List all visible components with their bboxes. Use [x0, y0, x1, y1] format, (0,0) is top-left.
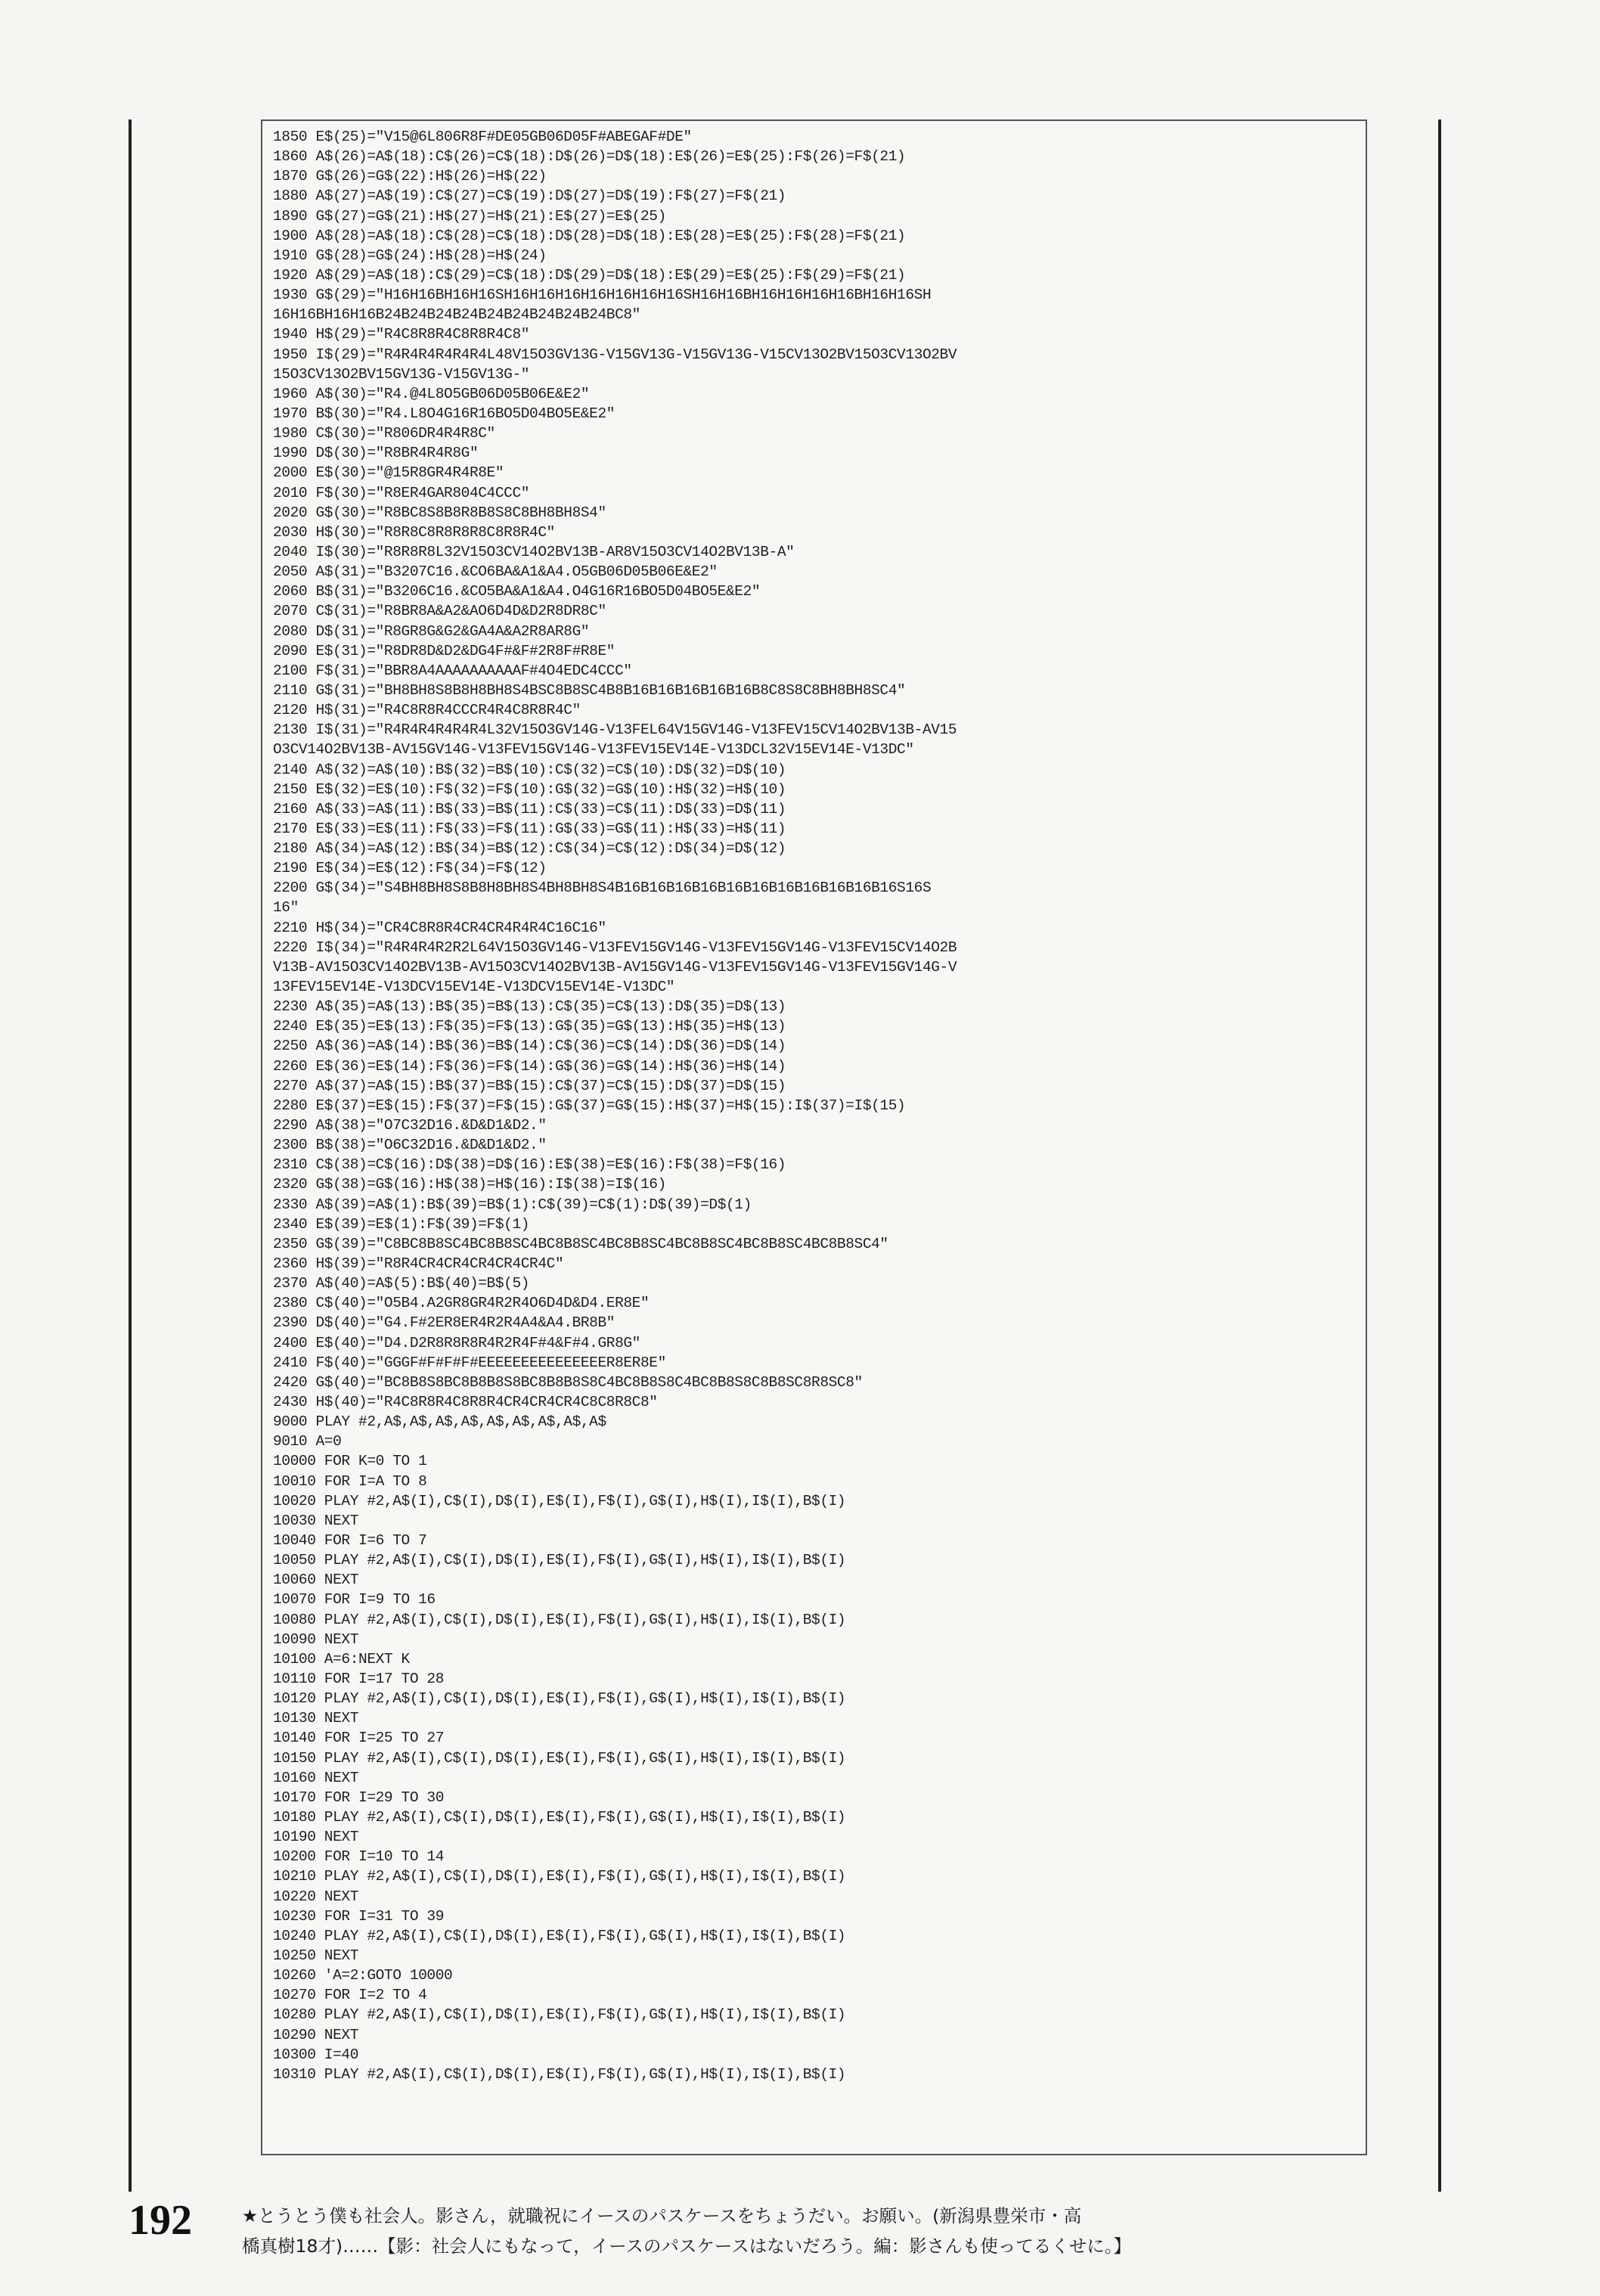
- code-line: 1890 G$(27)=G$(21):H$(27)=H$(21):E$(27)=E$(25): [273, 207, 666, 225]
- code-line: 2370 A$(40)=A$(5):B$(40)=B$(5): [273, 1275, 530, 1292]
- code-line: 10260 'A=2:GOTO 10000: [273, 1967, 453, 1984]
- code-line: 10170 FOR I=29 TO 30: [273, 1789, 445, 1806]
- code-line: 2380 C$(40)="O5B4.A2GR8GR4R2R4O6D4D&D4.ER8E": [273, 1295, 650, 1312]
- code-line: 2270 A$(37)=A$(15):B$(37)=B$(15):C$(37)=C$(15):D$(37)=D$(15): [273, 1077, 786, 1094]
- code-line: 10250 NEXT: [273, 1947, 359, 1964]
- code-line: 10030 NEXT: [273, 1512, 359, 1529]
- code-line: 10300 I=40: [273, 2046, 359, 2063]
- page-rule-left: [129, 119, 132, 2192]
- code-line: 1900 A$(28)=A$(18):C$(28)=C$(18):D$(28)=D$(18):E$(28)=E$(25):F$(28)=F$(21): [273, 227, 906, 244]
- reader-letter-line-1: ★とうとう僕も社会人。影さん，就職祝にイースのパスケースをちょうだい。お願い。(新潟県豊栄市・高: [242, 2205, 1082, 2226]
- code-line: 1990 D$(30)="R8BR4R4R8G": [273, 445, 479, 462]
- code-line: 10290 NEXT: [273, 2026, 359, 2043]
- code-line: 1960 A$(30)="R4.@4L8O5GB06D05B06E&E2": [273, 385, 590, 402]
- code-line: 13FEV15EV14E-V13DCV15EV14E-V13DCV15EV14E-V13DC": [273, 979, 675, 996]
- code-line: 2330 A$(39)=A$(1):B$(39)=B$(1):C$(39)=C$(1):D$(39)=D$(1): [273, 1196, 752, 1213]
- code-line: 2350 G$(39)="C8BC8B8SC4BC8B8SC4BC8B8SC4BC8B8SC4BC8B8SC4BC8B8SC4BC8B8SC4": [273, 1235, 888, 1252]
- code-line: 2420 G$(40)="BC8B8S8BC8B8B8S8BC8B8B8S8C4BC8B8S8C4BC8B8S8C8B8SC8R8SC8": [273, 1373, 863, 1391]
- code-line: 10090 NEXT: [273, 1630, 359, 1648]
- code-line: 15O3CV13O2BV15GV13G-V15GV13G-": [273, 365, 530, 383]
- code-line: 1880 A$(27)=A$(19):C$(27)=C$(19):D$(27)=D$(19):F$(27)=F$(21): [273, 188, 786, 205]
- code-line: 10310 PLAY #2,A$(I),C$(I),D$(I),E$(I),F$(I),G$(I),H$(I),I$(I),B$(I): [273, 2065, 846, 2083]
- code-line: 16": [273, 899, 299, 917]
- reader-letter: [242, 2201, 1353, 2261]
- code-line: 10080 PLAY #2,A$(I),C$(I),D$(I),E$(I),F$(I),G$(I),H$(I),I$(I),B$(I): [273, 1611, 846, 1628]
- code-line: 2310 C$(38)=C$(16):D$(38)=D$(16):E$(38)=E$(16):F$(38)=F$(16): [273, 1156, 786, 1174]
- code-listing-box: [261, 119, 1367, 2155]
- code-line: 1940 H$(29)="R4C8R8R4C8R8R4C8": [273, 326, 530, 343]
- code-line: 2390 D$(40)="G4.F#2ER8ER4R2R4A4&A4.BR8B": [273, 1314, 616, 1332]
- code-line: 2430 H$(40)="R4C8R8R4C8R8R4CR4CR4CR4C8C8R8C8": [273, 1394, 658, 1410]
- code-line: 2230 A$(35)=A$(13):B$(35)=B$(13):C$(35)=C$(13):D$(35)=D$(13): [273, 998, 786, 1016]
- code-line: 2150 E$(32)=E$(10):F$(32)=F$(10):G$(32)=G$(10):H$(32)=H$(10): [273, 780, 786, 798]
- code-line: 10220 NEXT: [273, 1888, 359, 1905]
- code-line: 10140 FOR I=25 TO 27: [273, 1730, 445, 1747]
- code-line: 10020 PLAY #2,A$(I),C$(I),D$(I),E$(I),F$(I),G$(I),H$(I),I$(I),B$(I): [273, 1492, 846, 1509]
- code-line: 2180 A$(34)=A$(12):B$(34)=B$(12):C$(34)=C$(12):D$(34)=D$(12): [273, 840, 786, 858]
- code-line: 1920 A$(29)=A$(18):C$(29)=C$(18):D$(29)=D$(18):E$(29)=E$(25):F$(29)=F$(21): [273, 266, 906, 284]
- code-line: 10190 NEXT: [273, 1829, 359, 1846]
- code-line: 10150 PLAY #2,A$(I),C$(I),D$(I),E$(I),F$(I),G$(I),H$(I),I$(I),B$(I): [273, 1749, 846, 1767]
- code-line: 1950 I$(29)="R4R4R4R4R4R4L48V15O3GV13G-V15GV13G-V15GV13G-V15CV13O2BV15O3CV13O2BV: [273, 346, 957, 363]
- code-line: 10230 FOR I=31 TO 39: [273, 1907, 445, 1925]
- code-line: 10050 PLAY #2,A$(I),C$(I),D$(I),E$(I),F$(I),G$(I),H$(I),I$(I),B$(I): [273, 1552, 846, 1569]
- code-line: 2010 F$(30)="R8ER4GAR804C4CCC": [273, 484, 530, 501]
- code-line: 2060 B$(31)="B3206C16.&CO5BA&A1&A4.O4G16R16BO5D04BO5E&E2": [273, 583, 761, 600]
- code-line: 10040 FOR I=6 TO 7: [273, 1531, 427, 1549]
- code-line: 2410 F$(40)="GGGF#F#F#F#EEEEEEEEEEEEEEER8ER8E": [273, 1354, 666, 1371]
- code-line: 2210 H$(34)="CR4C8R8R4CR4CR4R4R4C16C16": [273, 919, 606, 936]
- code-line: 2200 G$(34)="S4BH8BH8S8B8H8BH8S4BH8BH8S4B16B16B16B16B16B16B16B16B16B16B16S16S: [273, 880, 932, 897]
- code-line: 10240 PLAY #2,A$(I),C$(I),D$(I),E$(I),F$(I),G$(I),H$(I),I$(I),B$(I): [273, 1927, 846, 1944]
- code-line: 1970 B$(30)="R4.L8O4G16R16BO5D04BO5E&E2": [273, 405, 616, 422]
- code-line: 2130 I$(31)="R4R4R4R4R4R4L32V15O3GV14G-V13FEL64V15GV14G-V13FEV15CV14O2BV13B-AV15: [273, 721, 957, 739]
- code-line: 10100 A=6:NEXT K: [273, 1650, 410, 1668]
- code-line: 2360 H$(39)="R8R4CR4CR4CR4CR4CR4C": [273, 1255, 564, 1273]
- code-line: 2080 D$(31)="R8GR8G&G2&GA4A&A2R8AR8G": [273, 622, 590, 640]
- code-line: 2250 A$(36)=A$(14):B$(36)=B$(14):C$(36)=C$(14):D$(36)=D$(14): [273, 1038, 786, 1055]
- code-line: 10110 FOR I=17 TO 28: [273, 1670, 445, 1687]
- code-line: 2120 H$(31)="R4C8R8R4CCCR4R4C8R8R4C": [273, 702, 581, 719]
- code-line: 2110 G$(31)="BH8BH8S8B8H8BH8S4BSC8B8SC4B8B16B16B16B16B16B8C8S8C8BH8BH8SC4": [273, 681, 906, 699]
- code-line: 1870 G$(26)=G$(22):H$(26)=H$(22): [273, 168, 547, 185]
- code-line: 2140 A$(32)=A$(10):B$(32)=B$(10):C$(32)=C$(10):D$(32)=D$(10): [273, 761, 786, 778]
- code-line: 2300 B$(38)="O6C32D16.&D&D1&D2.": [273, 1137, 547, 1154]
- code-line: 1860 A$(26)=A$(18):C$(26)=C$(18):D$(26)=D$(18):E$(26)=E$(25):F$(26)=F$(21): [273, 148, 906, 166]
- code-line: 10000 FOR K=0 TO 1: [273, 1453, 427, 1470]
- code-line: 2090 E$(31)="R8DR8D&D2&DG4F#&F#2R8F#R8E": [273, 642, 616, 659]
- reader-letter-line-2: 橋真樹18才)……【影：社会人にもなって，イースのパスケースはないだろう。編：影さんも使ってるくせに。】: [242, 2235, 1131, 2257]
- code-line: 10070 FOR I=9 TO 16: [273, 1591, 436, 1609]
- code-line: 10180 PLAY #2,A$(I),C$(I),D$(I),E$(I),F$(I),G$(I),H$(I),I$(I),B$(I): [273, 1808, 846, 1826]
- code-line: 10160 NEXT: [273, 1769, 359, 1786]
- basic-program-listing: [273, 127, 1358, 2084]
- code-line: 16H16BH16H16B24B24B24B24B24B24B24B24B24BC8": [273, 306, 640, 324]
- code-line: 2240 E$(35)=E$(13):F$(35)=F$(13):G$(35)=G$(13):H$(35)=H$(13): [273, 1018, 786, 1035]
- code-line: 2000 E$(30)="@15R8GR4R4R8E": [273, 464, 504, 482]
- code-line: 2160 A$(33)=A$(11):B$(33)=B$(11):C$(33)=C$(11):D$(33)=D$(11): [273, 800, 786, 818]
- code-line: 2190 E$(34)=E$(12):F$(34)=F$(12): [273, 860, 547, 877]
- code-line: 2040 I$(30)="R8R8R8L32V15O3CV14O2BV13B-AR8V15O3CV14O2BV13B-A": [273, 543, 795, 560]
- code-line: 2100 F$(31)="BBR8A4AAAAAAAAAAF#4O4EDC4CCC": [273, 662, 632, 679]
- code-line: 10060 NEXT: [273, 1572, 359, 1589]
- code-line: 2030 H$(30)="R8R8C8R8R8R8C8R8R4C": [273, 523, 555, 541]
- code-line: 2340 E$(39)=E$(1):F$(39)=F$(1): [273, 1215, 530, 1233]
- code-line: 10010 FOR I=A TO 8: [273, 1472, 427, 1490]
- code-line: 2280 E$(37)=E$(15):F$(37)=F$(15):G$(37)=G$(15):H$(37)=H$(15):I$(37)=I$(15): [273, 1097, 906, 1114]
- code-line: 9000 PLAY #2,A$,A$,A$,A$,A$,A$,A$,A$,A$: [273, 1413, 606, 1431]
- code-line: 2260 E$(36)=E$(14):F$(36)=F$(14):G$(36)=G$(14):H$(36)=H$(14): [273, 1057, 786, 1075]
- code-line: 2020 G$(30)="R8BC8S8B8R8B8S8C8BH8BH8S4": [273, 504, 606, 521]
- code-line: 2320 G$(38)=G$(16):H$(38)=H$(16):I$(38)=I$(16): [273, 1176, 666, 1193]
- code-line: V13B-AV15O3CV14O2BV13B-AV15O3CV14O2BV13B-AV15GV14G-V13FEV15GV14G-V13FEV15GV14G-V: [273, 958, 957, 976]
- code-line: 2220 I$(34)="R4R4R4R2R2L64V15O3GV14G-V13FEV15GV14G-V13FEV15GV14G-V13FEV15CV14O2B: [273, 939, 957, 956]
- code-line: 10270 FOR I=2 TO 4: [273, 1987, 427, 2004]
- code-line: 2170 E$(33)=E$(11):F$(33)=F$(11):G$(33)=G$(11):H$(33)=H$(11): [273, 820, 786, 837]
- code-line: 2070 C$(31)="R8BR8A&A2&AO6D4D&D2R8DR8C": [273, 603, 606, 620]
- code-line: 9010 A=0: [273, 1433, 342, 1451]
- code-line: 1850 E$(25)="V15@6L806R8F#DE05GB06D05F#ABEGAF#DE": [273, 129, 692, 145]
- code-line: 10210 PLAY #2,A$(I),C$(I),D$(I),E$(I),F$(I),G$(I),H$(I),I$(I),B$(I): [273, 1868, 846, 1885]
- code-line: 1910 G$(28)=G$(24):H$(28)=H$(24): [273, 247, 547, 264]
- code-line: 2290 A$(38)="O7C32D16.&D&D1&D2.": [273, 1117, 547, 1134]
- code-line: 2050 A$(31)="B3207C16.&CO6BA&A1&A4.O5GB06D05B06E&E2": [273, 563, 718, 581]
- code-line: 2400 E$(40)="D4.D2R8R8R8R4R2R4F#4&F#4.GR8G": [273, 1334, 640, 1351]
- code-line: 1980 C$(30)="R806DR4R4R8C": [273, 425, 495, 442]
- page-rule-right: [1438, 119, 1441, 2192]
- code-line: O3CV14O2BV13B-AV15GV14G-V13FEV15GV14G-V13FEV15EV14E-V13DCL32V15EV14E-V13DC": [273, 741, 914, 759]
- code-line: 1930 G$(29)="H16H16BH16H16SH16H16H16H16H16H16H16SH16H16BH16H16H16H16BH16H16SH: [273, 287, 932, 304]
- code-line: 10280 PLAY #2,A$(I),C$(I),D$(I),E$(I),F$(I),G$(I),H$(I),I$(I),B$(I): [273, 2006, 846, 2024]
- code-line: 10120 PLAY #2,A$(I),C$(I),D$(I),E$(I),F$(I),G$(I),H$(I),I$(I),B$(I): [273, 1690, 846, 1708]
- page-number: 192: [129, 2197, 192, 2244]
- code-line: 10130 NEXT: [273, 1710, 359, 1727]
- code-line: 10200 FOR I=10 TO 14: [273, 1848, 445, 1866]
